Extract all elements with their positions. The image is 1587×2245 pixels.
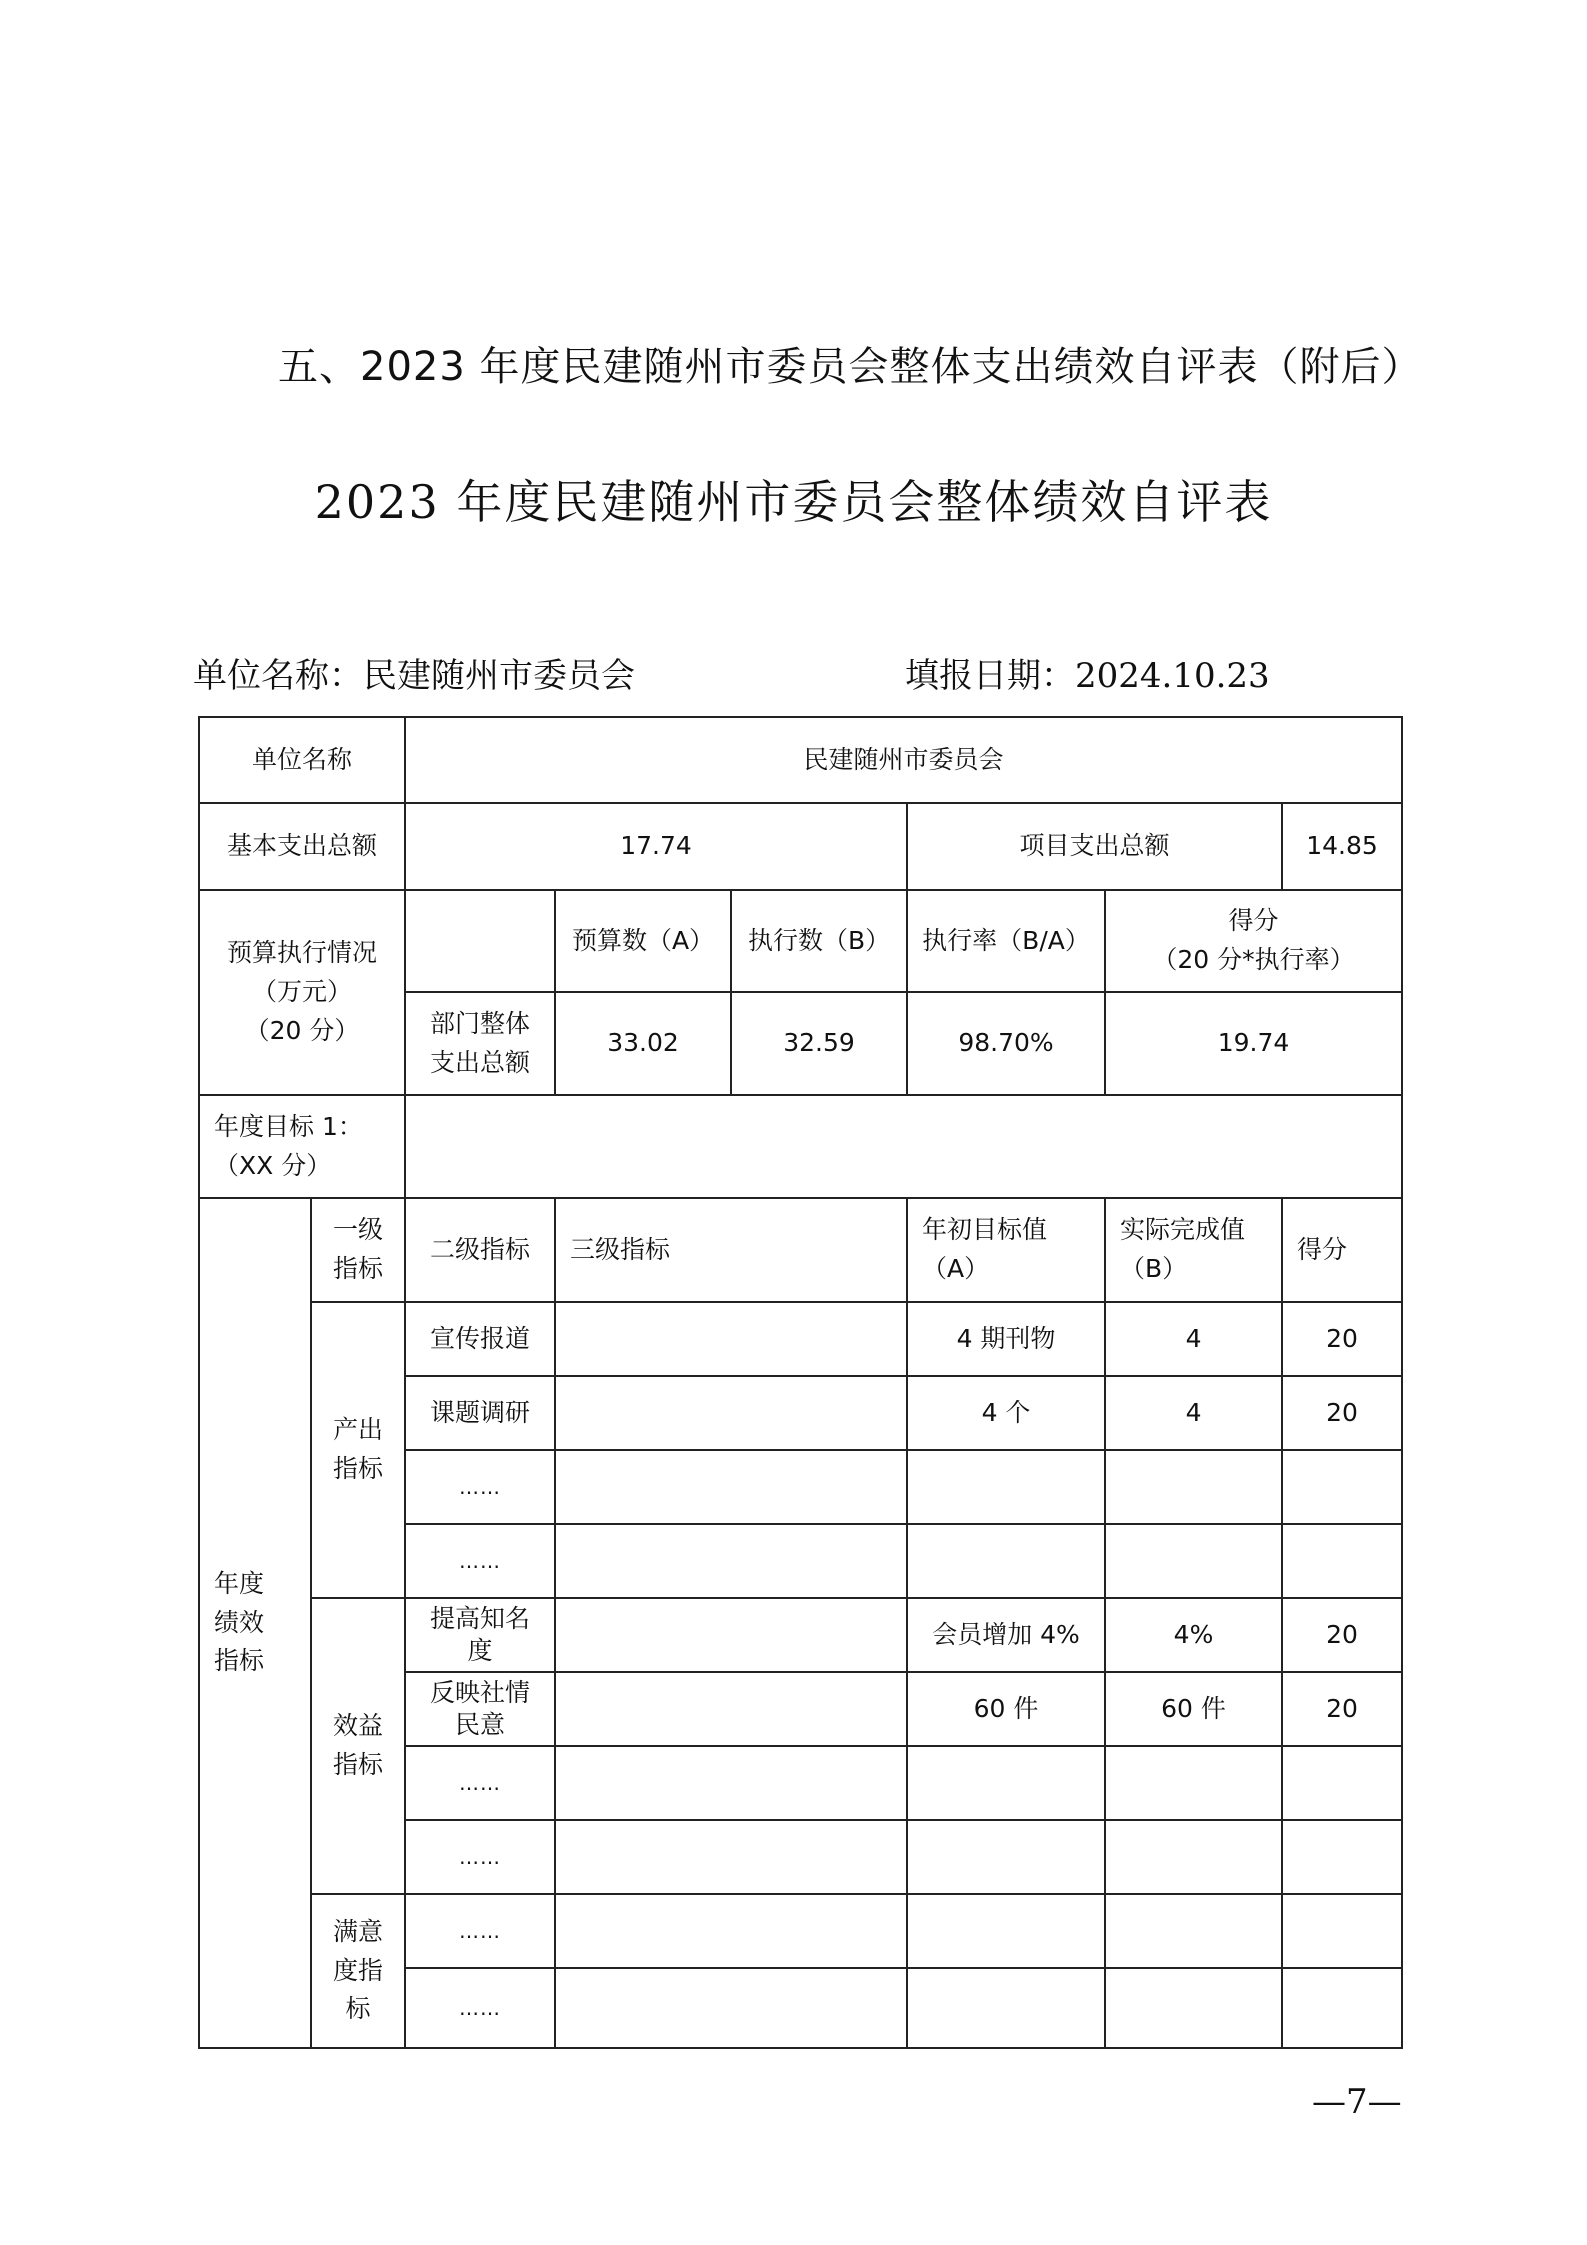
actual-header: 实际完成值 （B） [1105,1198,1282,1302]
actual-cell [1105,1746,1282,1820]
page-number: —7— [1312,2082,1402,2122]
exec-rate-header: 执行率（B/A） [907,890,1105,992]
target-cell: 4 期刊物 [907,1302,1105,1376]
level3-cell [555,1746,907,1820]
target-cell [907,1820,1105,1894]
dept-total-label: 部门整体 支出总额 [405,992,555,1095]
score-cell [1282,1968,1402,2048]
basic-spending-value: 17.74 [405,803,907,890]
budget-score-value: 19.74 [1105,992,1402,1095]
actual-cell [1105,1820,1282,1894]
self-evaluation-table [198,716,1403,2049]
score-cell: 20 [1282,1376,1402,1450]
target-cell: 4 个 [907,1376,1105,1450]
target-cell: 会员增加 4% [907,1598,1105,1672]
section-heading: 五、2023 年度民建随州市委员会整体支出绩效自评表（附后） [278,344,1423,390]
level2-cell: …… [405,1746,555,1820]
target-cell [907,1968,1105,2048]
score-cell: 20 [1282,1598,1402,1672]
level3-cell [555,1376,907,1450]
score-cell [1282,1820,1402,1894]
actual-cell [1105,1524,1282,1598]
level2-header: 二级指标 [405,1198,555,1302]
score-cell [1282,1524,1402,1598]
level3-cell [555,1968,907,2048]
unit-name-cell-label: 单位名称 [199,717,405,803]
exec-b-header: 执行数（B） [731,890,907,992]
actual-cell: 60 件 [1105,1672,1282,1746]
score-cell [1282,1746,1402,1820]
budget-score-header: 得分 （20 分*执行率） [1105,890,1402,992]
table-row [199,890,1402,992]
table-row [199,803,1402,890]
level3-cell [555,1894,907,1968]
table-row [199,1598,1402,1672]
project-spending-label: 项目支出总额 [907,803,1282,890]
level2-cell: …… [405,1894,555,1968]
level2-cell: …… [405,1450,555,1524]
level2-cell: 提高知名 度 [405,1598,555,1672]
fill-date-label: 填报日期：2024.10.23 [905,656,1270,696]
target-header: 年初目标值 （A） [907,1198,1105,1302]
score-cell [1282,1450,1402,1524]
level2-cell: 宣传报道 [405,1302,555,1376]
budget-blank-cell [405,890,555,992]
table-row [199,1302,1402,1376]
budget-execution-label: 预算执行情况 （万元） （20 分） [199,890,405,1095]
target-cell [907,1450,1105,1524]
actual-cell: 4 [1105,1302,1282,1376]
annual-goal-value [405,1095,1402,1198]
satisfaction-indicator-label: 满意 度指 标 [311,1894,405,2048]
score-cell [1282,1894,1402,1968]
actual-cell [1105,1968,1282,2048]
score-header: 得分 [1282,1198,1402,1302]
level3-cell [555,1302,907,1376]
table-row [199,1095,1402,1198]
target-cell [907,1524,1105,1598]
level2-cell: …… [405,1820,555,1894]
unit-name-cell-value: 民建随州市委员会 [405,717,1402,803]
score-cell: 20 [1282,1302,1402,1376]
page-title: 2023 年度民建随州市委员会整体绩效自评表 [314,475,1273,529]
performance-indicator-group-label: 年度 绩效 指标 [199,1198,311,2048]
exec-b-value: 32.59 [731,992,907,1095]
budget-a-header: 预算数（A） [555,890,731,992]
actual-cell: 4% [1105,1598,1282,1672]
score-cell: 20 [1282,1672,1402,1746]
annual-goal-label: 年度目标 1： （XX 分） [199,1095,405,1198]
output-indicator-label: 产出 指标 [311,1302,405,1598]
level3-cell [555,1820,907,1894]
level3-cell [555,1450,907,1524]
level2-cell: …… [405,1968,555,2048]
actual-cell [1105,1894,1282,1968]
level3-cell [555,1524,907,1598]
level2-cell: …… [405,1524,555,1598]
exec-rate-value: 98.70% [907,992,1105,1095]
level3-cell [555,1672,907,1746]
level1-header: 一级 指标 [311,1198,405,1302]
target-cell [907,1746,1105,1820]
table-row [199,717,1402,803]
basic-spending-label: 基本支出总额 [199,803,405,890]
table-row [199,1198,1402,1302]
target-cell [907,1894,1105,1968]
level3-header: 三级指标 [555,1198,907,1302]
actual-cell: 4 [1105,1376,1282,1450]
actual-cell [1105,1450,1282,1524]
level2-cell: 课题调研 [405,1376,555,1450]
project-spending-value: 14.85 [1282,803,1402,890]
level2-cell: 反映社情 民意 [405,1672,555,1746]
benefit-indicator-label: 效益 指标 [311,1598,405,1894]
target-cell: 60 件 [907,1672,1105,1746]
level3-cell [555,1598,907,1672]
unit-name-label: 单位名称：民建随州市委员会 [193,656,635,696]
table-row [199,1894,1402,1968]
budget-a-value: 33.02 [555,992,731,1095]
